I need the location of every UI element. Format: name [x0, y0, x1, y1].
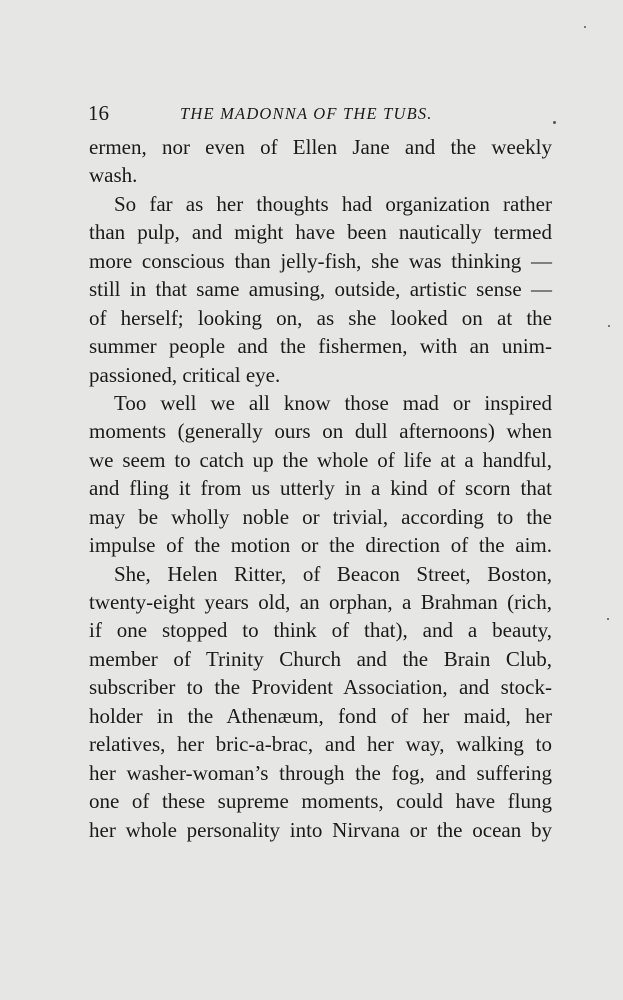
- running-title: THE MADONNA OF THE TUBS.: [180, 104, 433, 123]
- text-line-content: more conscious than jelly-fish, she was thinking —: [89, 248, 552, 273]
- text-line-content: her washer-woman’s through the fog, and suffering: [89, 760, 552, 785]
- text-line-content: Too well we all know those mad or inspired: [114, 390, 552, 415]
- text-line: [89, 361, 552, 389]
- text-line: [89, 133, 552, 161]
- text-line-content: She, Helen Ritter, of Beacon Street, Boston,: [114, 561, 552, 586]
- page-number: 16: [88, 101, 109, 125]
- text-line: [89, 503, 552, 531]
- text-line: [89, 787, 552, 815]
- text-line-content: holder in the Athenæum, fond of her maid, her: [89, 703, 552, 728]
- text-line: [89, 645, 552, 673]
- text-line-content: ermen, nor even of Ellen Jane and the weekly: [89, 135, 552, 159]
- scan-speck: [553, 121, 556, 124]
- scan-speck: [608, 325, 610, 327]
- text-line-content: than pulp, and might have been nautically termed: [89, 220, 552, 245]
- text-line-content: one of these supreme moments, could have flung: [89, 789, 552, 814]
- text-line: [89, 702, 552, 730]
- text-line-content: her whole personality into Nirvana or the ocean by: [89, 817, 552, 842]
- text-line: [89, 190, 552, 218]
- text-line: [89, 304, 552, 332]
- text-line: [89, 161, 552, 189]
- scan-speck: [607, 618, 609, 620]
- text-line-content: still in that same amusing, outside, artistic sense —: [89, 277, 552, 302]
- body-text: [89, 133, 552, 844]
- text-line: [89, 389, 552, 417]
- text-line-content: subscriber to the Provident Association, and stock-: [89, 675, 552, 700]
- text-line: [89, 616, 552, 644]
- text-line: [89, 560, 552, 588]
- text-line: [89, 218, 552, 246]
- text-line-content: impulse of the motion or the direction of the aim.: [89, 533, 552, 558]
- text-line: [89, 446, 552, 474]
- text-line-content: if one stopped to think of that), and a beauty,: [89, 618, 552, 643]
- text-line-content: wash.: [89, 163, 138, 188]
- running-header: [88, 101, 552, 127]
- text-line-content: passioned, critical eye.: [89, 362, 281, 387]
- text-line-content: we seem to catch up the whole of life at a handful,: [89, 447, 552, 472]
- text-line: [89, 474, 552, 502]
- text-line-content: moments (generally ours on dull afternoons) when: [89, 419, 552, 444]
- text-line-content: and fling it from us utterly in a kind of scorn that: [89, 476, 552, 501]
- text-line-content: member of Trinity Church and the Brain Club,: [89, 646, 552, 671]
- text-line-content: summer people and the fishermen, with an unim-: [89, 334, 552, 359]
- text-line: [89, 531, 552, 559]
- text-line: [89, 730, 552, 758]
- text-line: [89, 247, 552, 275]
- text-line: [89, 588, 552, 616]
- text-line: [89, 332, 552, 360]
- text-line: [89, 673, 552, 701]
- text-line-content: of herself; looking on, as she looked on at the: [89, 305, 552, 330]
- text-line: [89, 417, 552, 445]
- text-line-content: twenty-eight years old, an orphan, a Brahman (rich,: [89, 590, 552, 614]
- text-line-content: relatives, her bric-a-brac, and her way, walking to: [89, 732, 552, 757]
- text-line-content: So far as her thoughts had organization rather: [114, 191, 552, 216]
- text-line-content: may be wholly noble or trivial, according to the: [89, 504, 552, 529]
- scan-speck: [584, 26, 586, 28]
- text-line: [89, 816, 552, 844]
- text-line: [89, 275, 552, 303]
- text-line: [89, 759, 552, 787]
